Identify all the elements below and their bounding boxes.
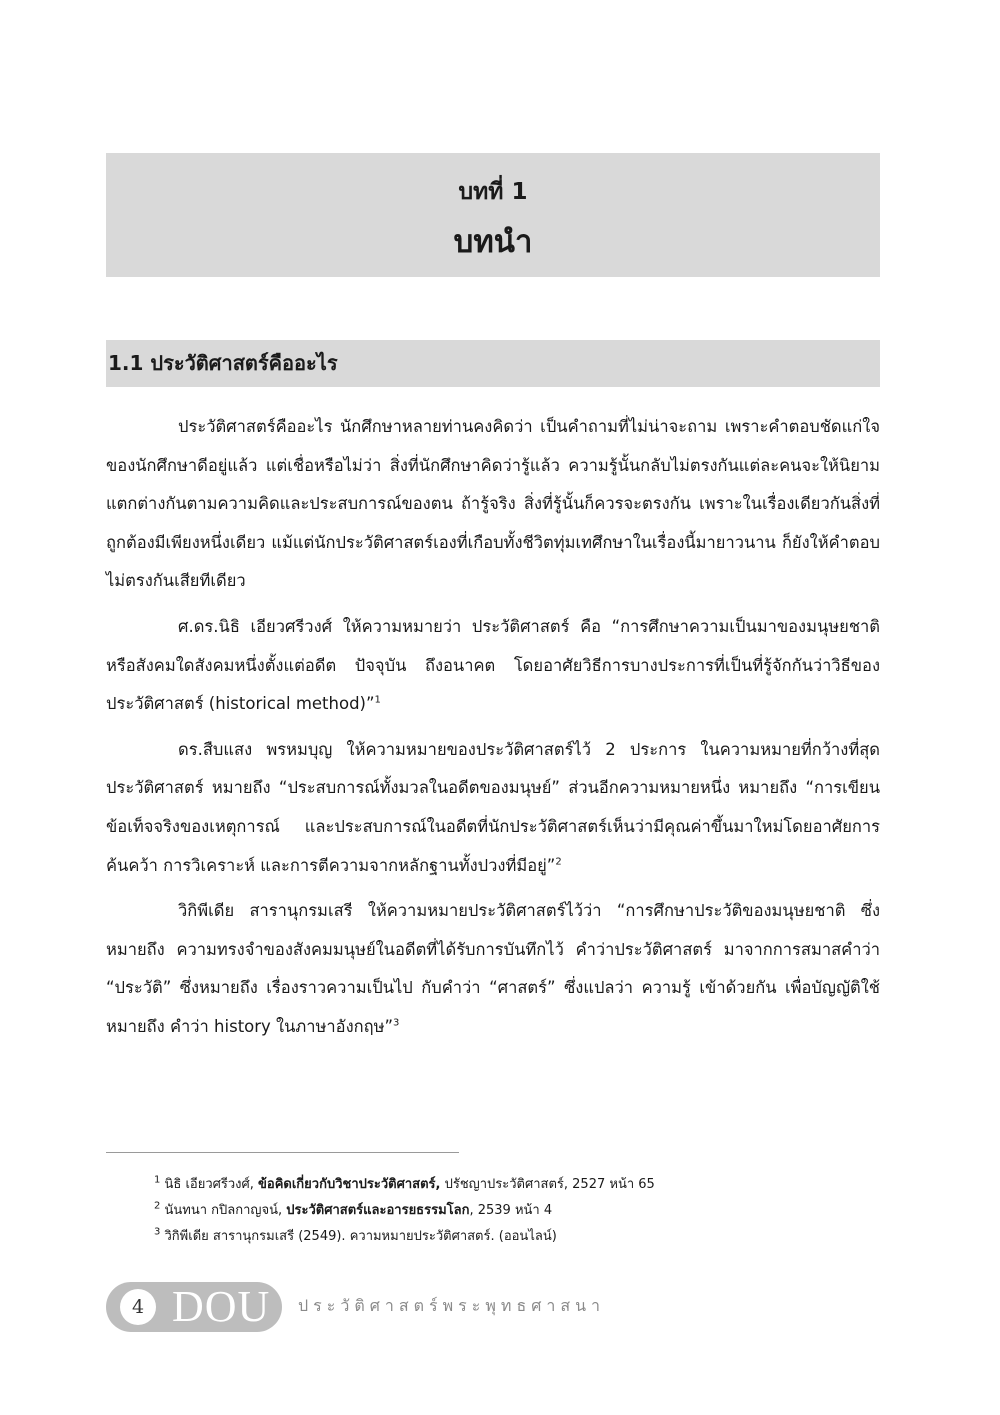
paragraph-text: วิกิพีเดีย สารานุกรมเสรี ให้ความหมายประวัติศาสตร์ไว้ว่า “การศึกษาประวัติของมนุษยชาติ ซึ่งหมายถึง ความทรงจำของสังคมมนุษย์ในอดีตที่ได้รับการบันทึกไว้ คำว่าประวัติศาสตร์ มาจากการสมาสคำว่า “ประวัติ” ซึ่งหมายถึง เรื่องราวความเป็นไป กับคำว่า “ศาสตร์” ซึ่งแปลว่า ความรู้ เข้าด้วยกัน เพื่อบัญญัติใช้หมายถึง คำว่า history ในภาษาอังกฤษ”: [106, 901, 880, 1036]
chapter-heading-box: [106, 153, 880, 277]
paragraph-text: ดร.สืบแสง พรหมบุญ ให้ความหมายของประวัติศาสตร์ไว้ 2 ประการ ในความหมายที่กว้างที่สุด ประวัติศาสตร์ หมายถึง “ประสบการณ์ทั้งมวลในอดีตของมนุษย์” ส่วนอีกความหมายหนึ่ง หมายถึง “การเขียนข้อเท็จจริงของเหตุการณ์ และประสบการณ์ในอดีตที่นักประวัติศาสตร์เห็นว่ามีคุณค่าขึ้นมาใหม่โดยอาศัยการค้นคว้า การวิเคราะห์ และการตีความจากหลักฐานทั้งปวงที่มีอยู่”: [106, 739, 880, 875]
paragraph: [106, 608, 880, 724]
footnote-number: 2: [154, 1200, 161, 1212]
footnote-author: นิธิ เอียวศรีวงศ์,: [160, 1177, 259, 1192]
paragraph-text: ประวัติศาสตร์คืออะไร นักศึกษาหลายท่านคงคิดว่า เป็นคำถามที่ไม่น่าจะถาม เพราะคำตอบชัดแก่ใจของนักศึกษาดีอยู่แล้ว แต่เชื่อหรือไม่ว่า สิ่งที่นักศึกษาคิดว่ารู้แล้ว ความรู้นั้นกลับไม่ตรงกันแต่ละคนจะให้นิยามแตกต่างกันตามความคิดและประสบการณ์ของตน ถ้ารู้จริง สิ่งที่รู้นั้นก็ควรจะตรงกัน เพราะในเรื่องเดียวกันสิ่งที่ถูกต้องมีเพียงหนึ่งเดียว แม้แต่นักประวัติศาสตร์เองที่เกือบทั้งชีวิตทุ่มเทศึกษาในเรื่องนี้มายาวนาน ก็ยังให้คำตอบไม่ตรงกันเสียทีเดียว: [106, 417, 880, 591]
footnote-ref: 3: [393, 1017, 400, 1029]
footnote-ref: 1: [374, 694, 381, 706]
chapter-title: บทนำ: [453, 224, 533, 260]
footnote-ref: 2: [555, 856, 562, 868]
footnotes: [154, 1172, 874, 1250]
section-heading-bar: [106, 340, 880, 387]
footnote-details: , 2539 หน้า 4: [469, 1203, 553, 1218]
footer-badge: [106, 1282, 282, 1332]
footnote-book-title: ข้อคิดเกี่ยวกับวิชาประวัติศาสตร์,: [258, 1177, 441, 1192]
footnote: [154, 1224, 874, 1250]
page-number: 4: [120, 1289, 156, 1325]
footnote: [154, 1172, 874, 1198]
book-title: ประวัติศาสตร์พระพุทธศาสนา: [298, 1296, 606, 1315]
footnote: [154, 1198, 874, 1224]
body-text: [106, 408, 880, 1054]
footnote-author: วิกิพีเดีย สารานุกรมเสรี (2549). ความหมายประวัติศาสตร์. (ออนไลน์): [160, 1229, 557, 1244]
paragraph: [106, 731, 880, 885]
footnote-number: 1: [154, 1174, 161, 1186]
section-title: 1.1 ประวัติศาสตร์คืออะไร: [108, 351, 338, 375]
chapter-number: บทที่ 1: [458, 179, 528, 205]
footnote-book-title: ประวัติศาสตร์และอารยธรรมโลก: [286, 1203, 470, 1218]
footnote-author: นันทนา กปิลกาญจน์,: [160, 1203, 287, 1218]
dou-logo: DOU: [172, 1282, 271, 1331]
paragraph: [106, 892, 880, 1046]
paragraph: [106, 408, 880, 601]
paragraph-text: ศ.ดร.นิธิ เอียวศรีวงศ์ ให้ความหมายว่า ประวัติศาสตร์ คือ “การศึกษาความเป็นมาของมนุษยชาติหรือสังคมใดสังคมหนึ่งตั้งแต่อดีต ปัจจุบัน ถึงอนาคต โดยอาศัยวิธีการบางประการที่เป็นที่รู้จักกันว่าวิธีของประวัติศาสตร์ (historical method)”: [106, 616, 880, 714]
footnote-divider: [106, 1152, 459, 1153]
footnote-number: 3: [154, 1226, 161, 1238]
footnote-details: ปรัชญาประวัติศาสตร์, 2527 หน้า 65: [440, 1177, 655, 1192]
